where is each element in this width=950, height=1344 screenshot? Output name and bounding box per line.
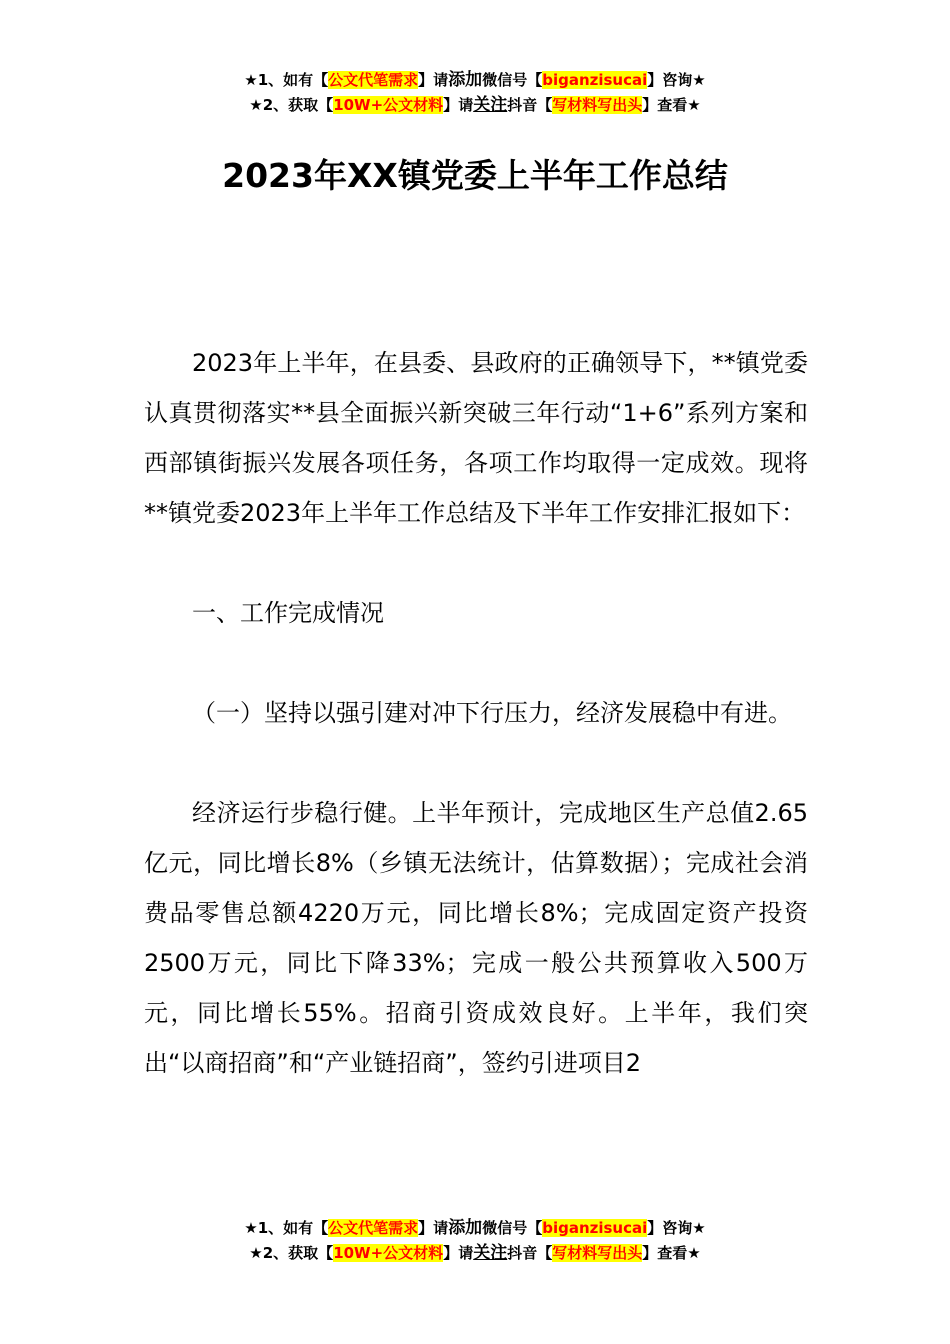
banner-text: 微信号【	[482, 1219, 543, 1237]
banner-emphasis: 添加	[448, 1218, 483, 1238]
banner-highlight: biganzisucai	[542, 71, 648, 89]
banner-text: 】请	[418, 1219, 449, 1237]
banner-text: 】请	[443, 96, 474, 114]
banner-highlight: 10W+公文材料	[333, 1244, 444, 1262]
banner-highlight: 公文代笔需求	[328, 1219, 419, 1237]
banner-text: ★1、如有【	[244, 1219, 329, 1237]
banner-highlight: 10W+公文材料	[333, 96, 444, 114]
banner-text: 】咨询★	[647, 71, 706, 89]
banner-text: 】请	[443, 1244, 474, 1262]
banner-text: 】咨询★	[647, 1219, 706, 1237]
document-body	[144, 338, 808, 1088]
banner-text: 】查看★	[642, 1244, 701, 1262]
subsection-heading: （一）坚持以强引建对冲下行压力，经济发展稳中有进。	[192, 699, 792, 727]
banner-text: 】查看★	[642, 96, 701, 114]
banner-text: 抖音【	[507, 96, 553, 114]
header-banner	[0, 68, 950, 118]
banner-text: ★2、获取【	[249, 96, 334, 114]
banner-text: ★1、如有【	[244, 71, 329, 89]
footer-banner	[0, 1216, 950, 1266]
intro-paragraph: 2023年上半年，在县委、县政府的正确领导下，**镇党委认真贯彻落实**县全面振兴新突破三年行动“1+6”系列方案和西部镇街振兴发展各项任务，各项工作均取得一定成效。现将**镇党委2023年上半年工作总结及下半年工作安排汇报如下：	[144, 349, 808, 527]
banner-text: 微信号【	[482, 71, 543, 89]
document-title: 2023年XX镇党委上半年工作总结	[222, 156, 728, 195]
banner-highlight: biganzisucai	[542, 1219, 648, 1237]
banner-line-2	[0, 1241, 950, 1266]
banner-highlight: 写材料写出头	[552, 96, 643, 114]
banner-text: ★2、获取【	[249, 1244, 334, 1262]
banner-emphasis: 关注	[473, 95, 508, 115]
banner-line-1	[0, 1216, 950, 1241]
banner-text: 】请	[418, 71, 449, 89]
banner-text: 抖音【	[507, 1244, 553, 1262]
banner-emphasis: 添加	[448, 70, 483, 90]
body-paragraph: 经济运行步稳行健。上半年预计，完成地区生产总值2.65亿元，同比增长8%（乡镇无法统计，估算数据）；完成社会消费品零售总额4220万元，同比增长8%；完成固定资产投资2500万元，同比下降33%；完成一般公共预算收入500万元，同比增长55%。招商引资成效良好。上半年，我们突出“以商招商”和“产业链招商”，签约引进项目2	[144, 799, 808, 1077]
banner-line-1	[0, 68, 950, 93]
banner-emphasis: 关注	[473, 1243, 508, 1263]
section-heading: 一、工作完成情况	[192, 599, 384, 627]
banner-line-2	[0, 93, 950, 118]
banner-highlight: 公文代笔需求	[328, 71, 419, 89]
banner-highlight: 写材料写出头	[552, 1244, 643, 1262]
